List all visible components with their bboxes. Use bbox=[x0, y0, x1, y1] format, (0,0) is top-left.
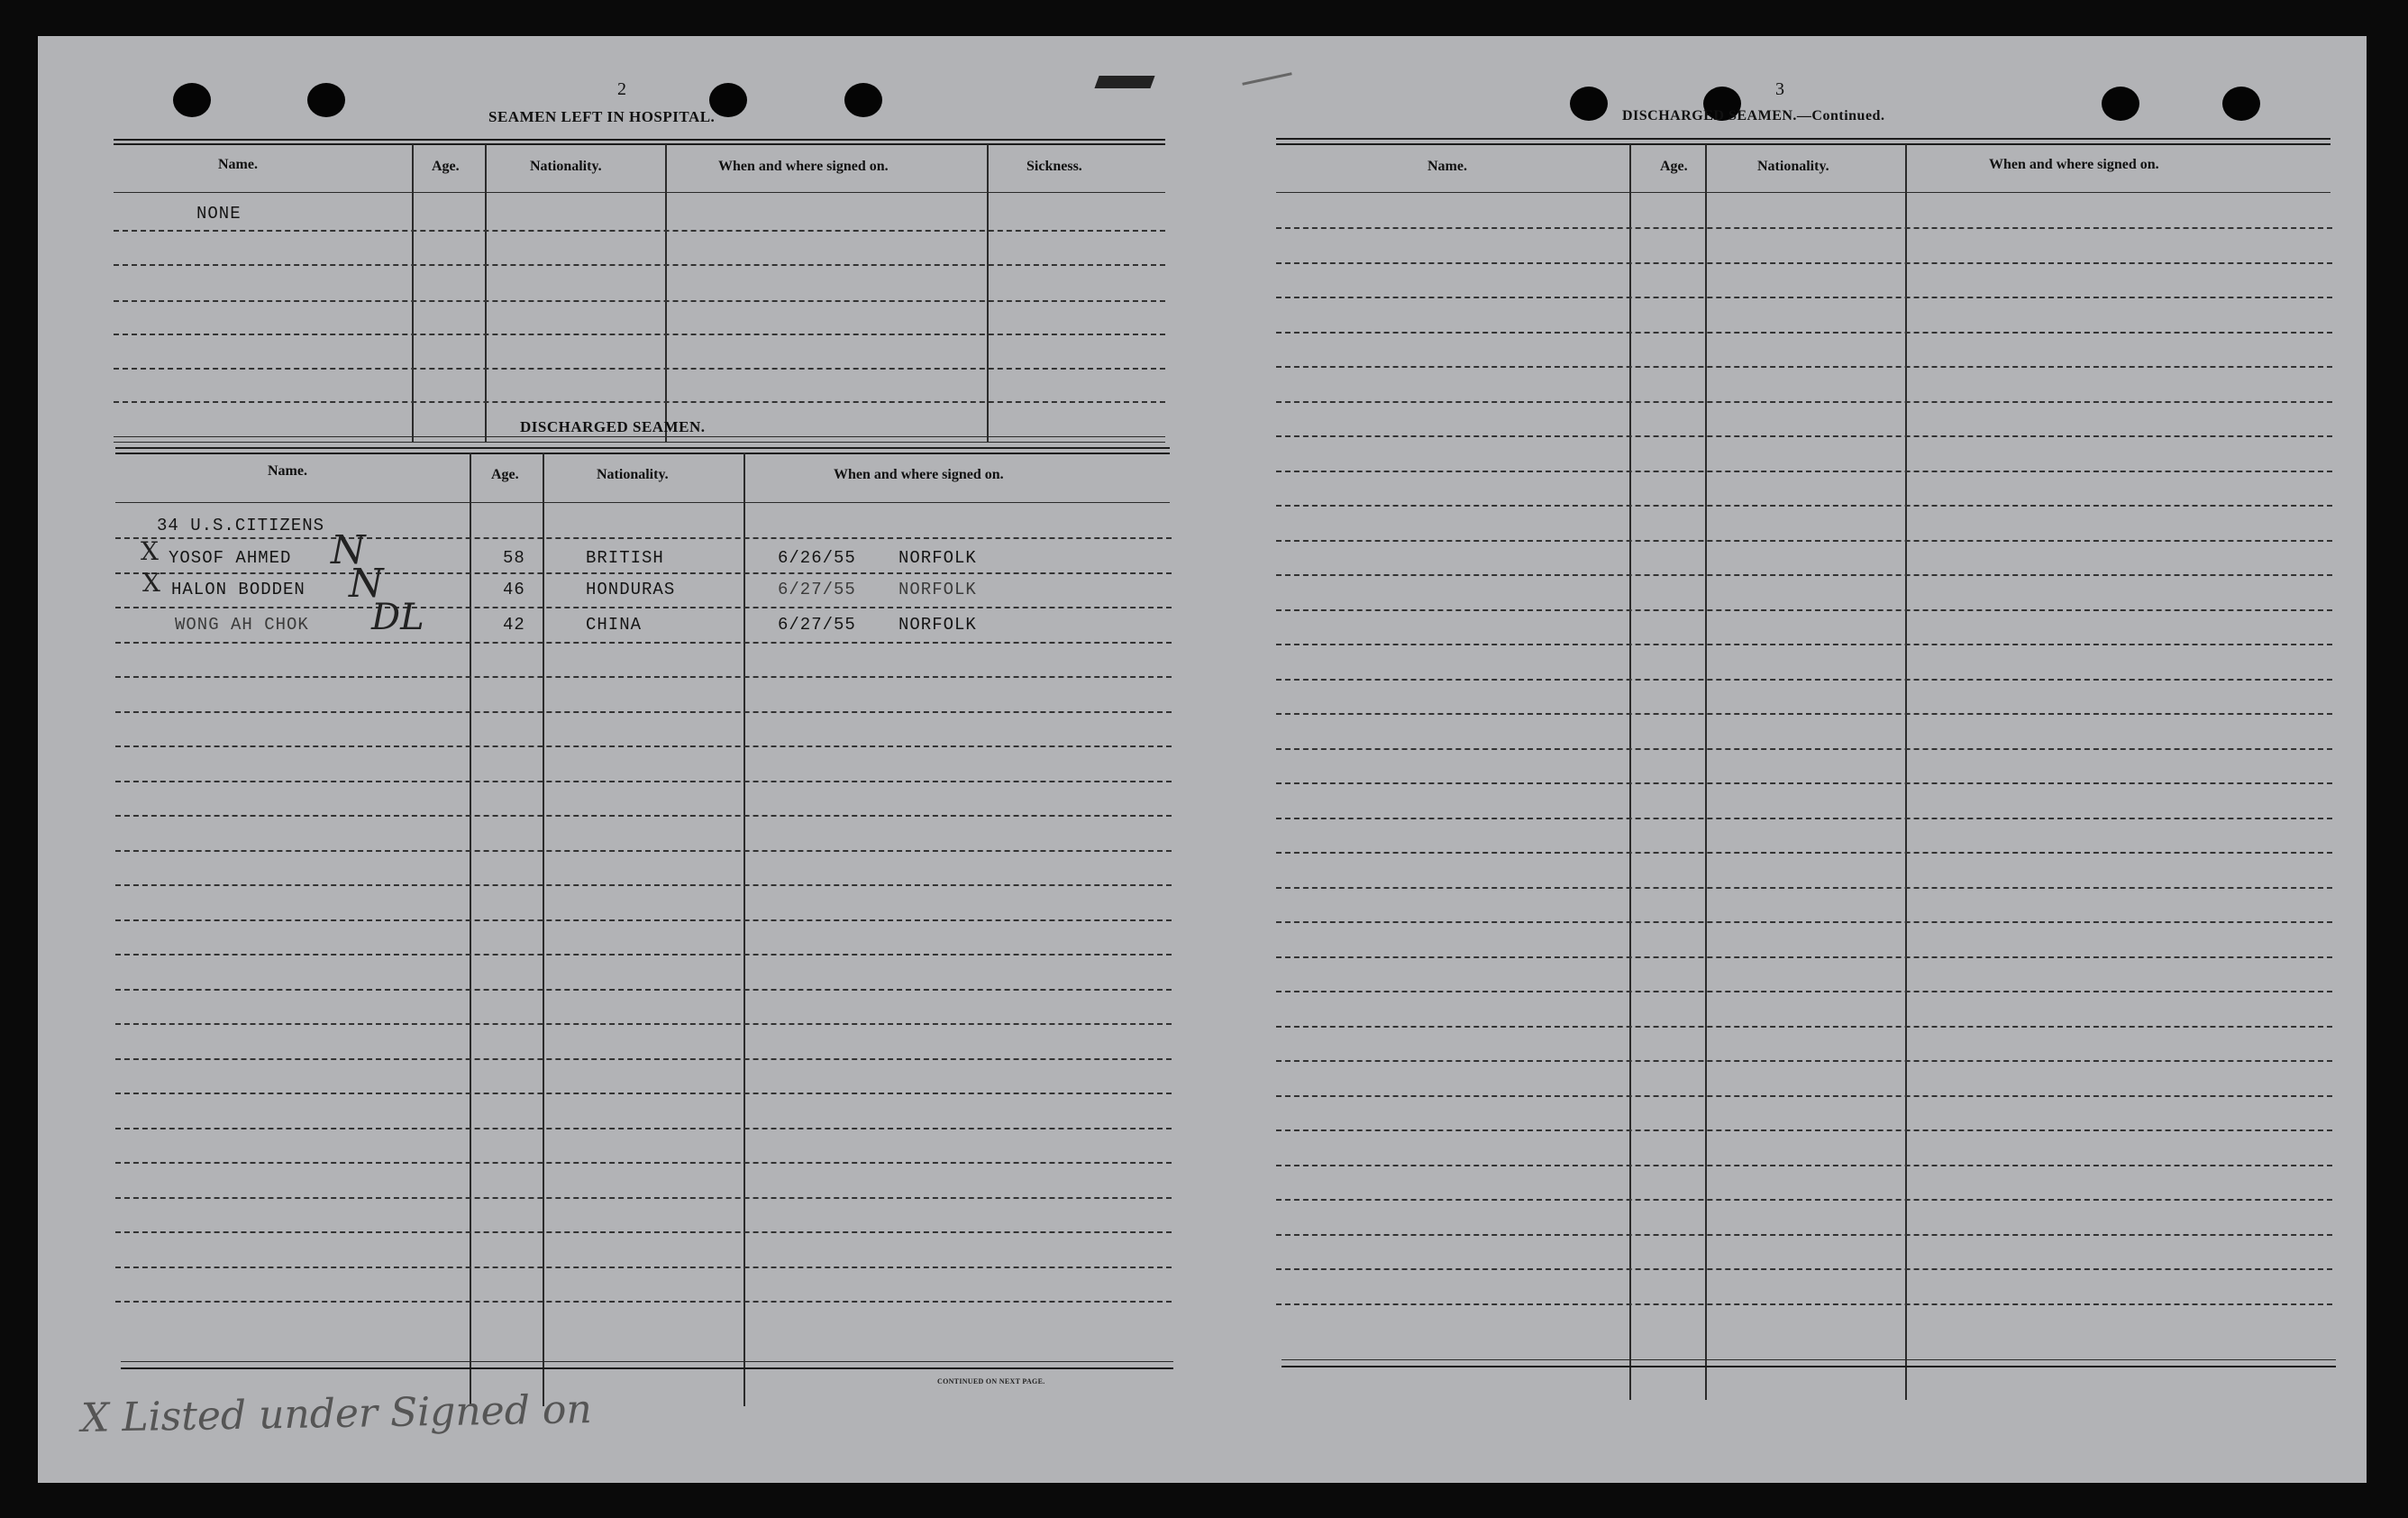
ruled-line bbox=[1276, 435, 2332, 437]
handwritten-note: X Listed under Signed on bbox=[80, 1386, 593, 1441]
ruled-line bbox=[115, 1301, 1172, 1303]
ruled-line bbox=[1276, 782, 2332, 784]
handwritten-initial: DL bbox=[371, 597, 424, 638]
ruled-line bbox=[115, 607, 1172, 608]
col-header-name: Name. bbox=[218, 157, 258, 172]
pencil-mark bbox=[1242, 72, 1291, 86]
seaman-age: 46 bbox=[503, 580, 525, 599]
ruled-line bbox=[1276, 1129, 2332, 1131]
col-header-name: Name. bbox=[268, 463, 307, 479]
seaman-name: HALON BODDEN bbox=[171, 580, 306, 599]
punch-hole bbox=[307, 83, 345, 117]
ruled-line bbox=[1276, 574, 2332, 576]
punch-hole bbox=[1570, 87, 1608, 121]
ruled-line bbox=[1276, 1268, 2332, 1270]
ruled-line bbox=[115, 989, 1172, 991]
handwritten-initial: N bbox=[349, 561, 384, 607]
col-header-nationality: Nationality. bbox=[1757, 159, 1829, 174]
ruled-line bbox=[115, 1093, 1172, 1094]
ink-smudge bbox=[1094, 76, 1154, 88]
ruled-line bbox=[1276, 401, 2332, 403]
seaman-age: 42 bbox=[503, 615, 525, 635]
col-header-age: Age. bbox=[491, 467, 519, 482]
ruled-line bbox=[115, 745, 1172, 747]
ruled-line bbox=[115, 1058, 1172, 1060]
ruled-line bbox=[1276, 679, 2332, 681]
ruled-line bbox=[115, 1267, 1172, 1268]
col-header-signed-on: When and where signed on. bbox=[1989, 157, 2159, 172]
ruled-line bbox=[1276, 748, 2332, 750]
check-mark: X bbox=[141, 536, 159, 566]
signed-on-port: NORFOLK bbox=[898, 615, 977, 635]
punch-hole bbox=[2222, 87, 2260, 121]
hospital-entry: NONE bbox=[196, 204, 242, 224]
ruled-line bbox=[115, 1197, 1172, 1199]
ruled-line bbox=[115, 537, 1172, 539]
col-header-nationality: Nationality. bbox=[597, 467, 669, 482]
ruled-line bbox=[1276, 297, 2332, 298]
ruled-line bbox=[1276, 1095, 2332, 1097]
ruled-line bbox=[1276, 1234, 2332, 1236]
seaman-nationality: BRITISH bbox=[586, 548, 664, 568]
seaman-name: YOSOF AHMED bbox=[169, 548, 292, 568]
ruled-line bbox=[1276, 1165, 2332, 1166]
col-header-name: Name. bbox=[1427, 159, 1467, 174]
ruled-line bbox=[115, 850, 1172, 852]
ruled-line bbox=[1276, 1199, 2332, 1201]
ruled-line bbox=[115, 954, 1172, 956]
ruled-line bbox=[1276, 332, 2332, 334]
seaman-age: 58 bbox=[503, 548, 525, 568]
ruled-line bbox=[1276, 713, 2332, 715]
discharged-section-title: DISCHARGED SEAMEN. bbox=[520, 418, 706, 435]
ruled-line bbox=[115, 642, 1172, 644]
ruled-line bbox=[1276, 921, 2332, 923]
check-mark: X bbox=[142, 568, 160, 598]
ruled-line bbox=[115, 815, 1172, 817]
document-scan bbox=[38, 36, 2367, 1483]
ruled-line bbox=[1276, 991, 2332, 992]
ruled-line bbox=[115, 884, 1172, 886]
ruled-line bbox=[1276, 956, 2332, 958]
signed-on-date: 6/27/55 bbox=[778, 580, 856, 599]
continued-footer: CONTINUED ON NEXT PAGE. bbox=[937, 1377, 1045, 1385]
ruled-line bbox=[1276, 1303, 2332, 1305]
page-number: 2 bbox=[617, 79, 626, 99]
signed-on-port: NORFOLK bbox=[898, 580, 977, 599]
ruled-line bbox=[115, 1231, 1172, 1233]
col-header-age: Age. bbox=[432, 159, 460, 174]
punch-hole bbox=[2102, 87, 2139, 121]
right-section-title: DISCHARGED SEAMEN.—Continued. bbox=[1622, 108, 1885, 123]
signed-on-date: 6/26/55 bbox=[778, 548, 856, 568]
seaman-nationality: HONDURAS bbox=[586, 580, 676, 599]
ruled-line bbox=[115, 781, 1172, 782]
seaman-name: WONG AH CHOK bbox=[175, 615, 309, 635]
ruled-line bbox=[1276, 1026, 2332, 1028]
ruled-line bbox=[1276, 1060, 2332, 1062]
ruled-line bbox=[1276, 609, 2332, 611]
page-number: 3 bbox=[1775, 79, 1784, 99]
signed-on-date: 6/27/55 bbox=[778, 615, 856, 635]
seaman-nationality: CHINA bbox=[586, 615, 643, 635]
ruled-line bbox=[1276, 887, 2332, 889]
ruled-line bbox=[1276, 644, 2332, 645]
ruled-line bbox=[115, 676, 1172, 678]
ruled-line bbox=[1276, 262, 2332, 264]
ruled-line bbox=[115, 919, 1172, 921]
note-row: 34 U.S.CITIZENS bbox=[157, 516, 325, 535]
ruled-line bbox=[1276, 366, 2332, 368]
col-header-signed-on: When and where signed on. bbox=[718, 159, 889, 174]
ruled-line bbox=[1276, 852, 2332, 854]
col-header-nationality: Nationality. bbox=[530, 159, 602, 174]
ruled-line bbox=[115, 1162, 1172, 1164]
col-header-age: Age. bbox=[1660, 159, 1688, 174]
ruled-line bbox=[115, 1023, 1172, 1025]
signed-on-port: NORFOLK bbox=[898, 548, 977, 568]
ruled-line bbox=[1276, 227, 2332, 229]
hospital-section-title: SEAMEN LEFT IN HOSPITAL. bbox=[488, 108, 716, 125]
punch-hole bbox=[173, 83, 211, 117]
ruled-line bbox=[115, 1128, 1172, 1129]
col-header-sickness: Sickness. bbox=[1026, 159, 1082, 174]
ruled-line bbox=[115, 572, 1172, 574]
ruled-line bbox=[1276, 818, 2332, 819]
handwritten-initial: N bbox=[331, 527, 366, 573]
ruled-line bbox=[1276, 471, 2332, 472]
ruled-line bbox=[115, 711, 1172, 713]
col-header-signed-on: When and where signed on. bbox=[834, 467, 1004, 482]
punch-hole bbox=[844, 83, 882, 117]
ruled-line bbox=[1276, 540, 2332, 542]
ruled-line bbox=[1276, 505, 2332, 507]
